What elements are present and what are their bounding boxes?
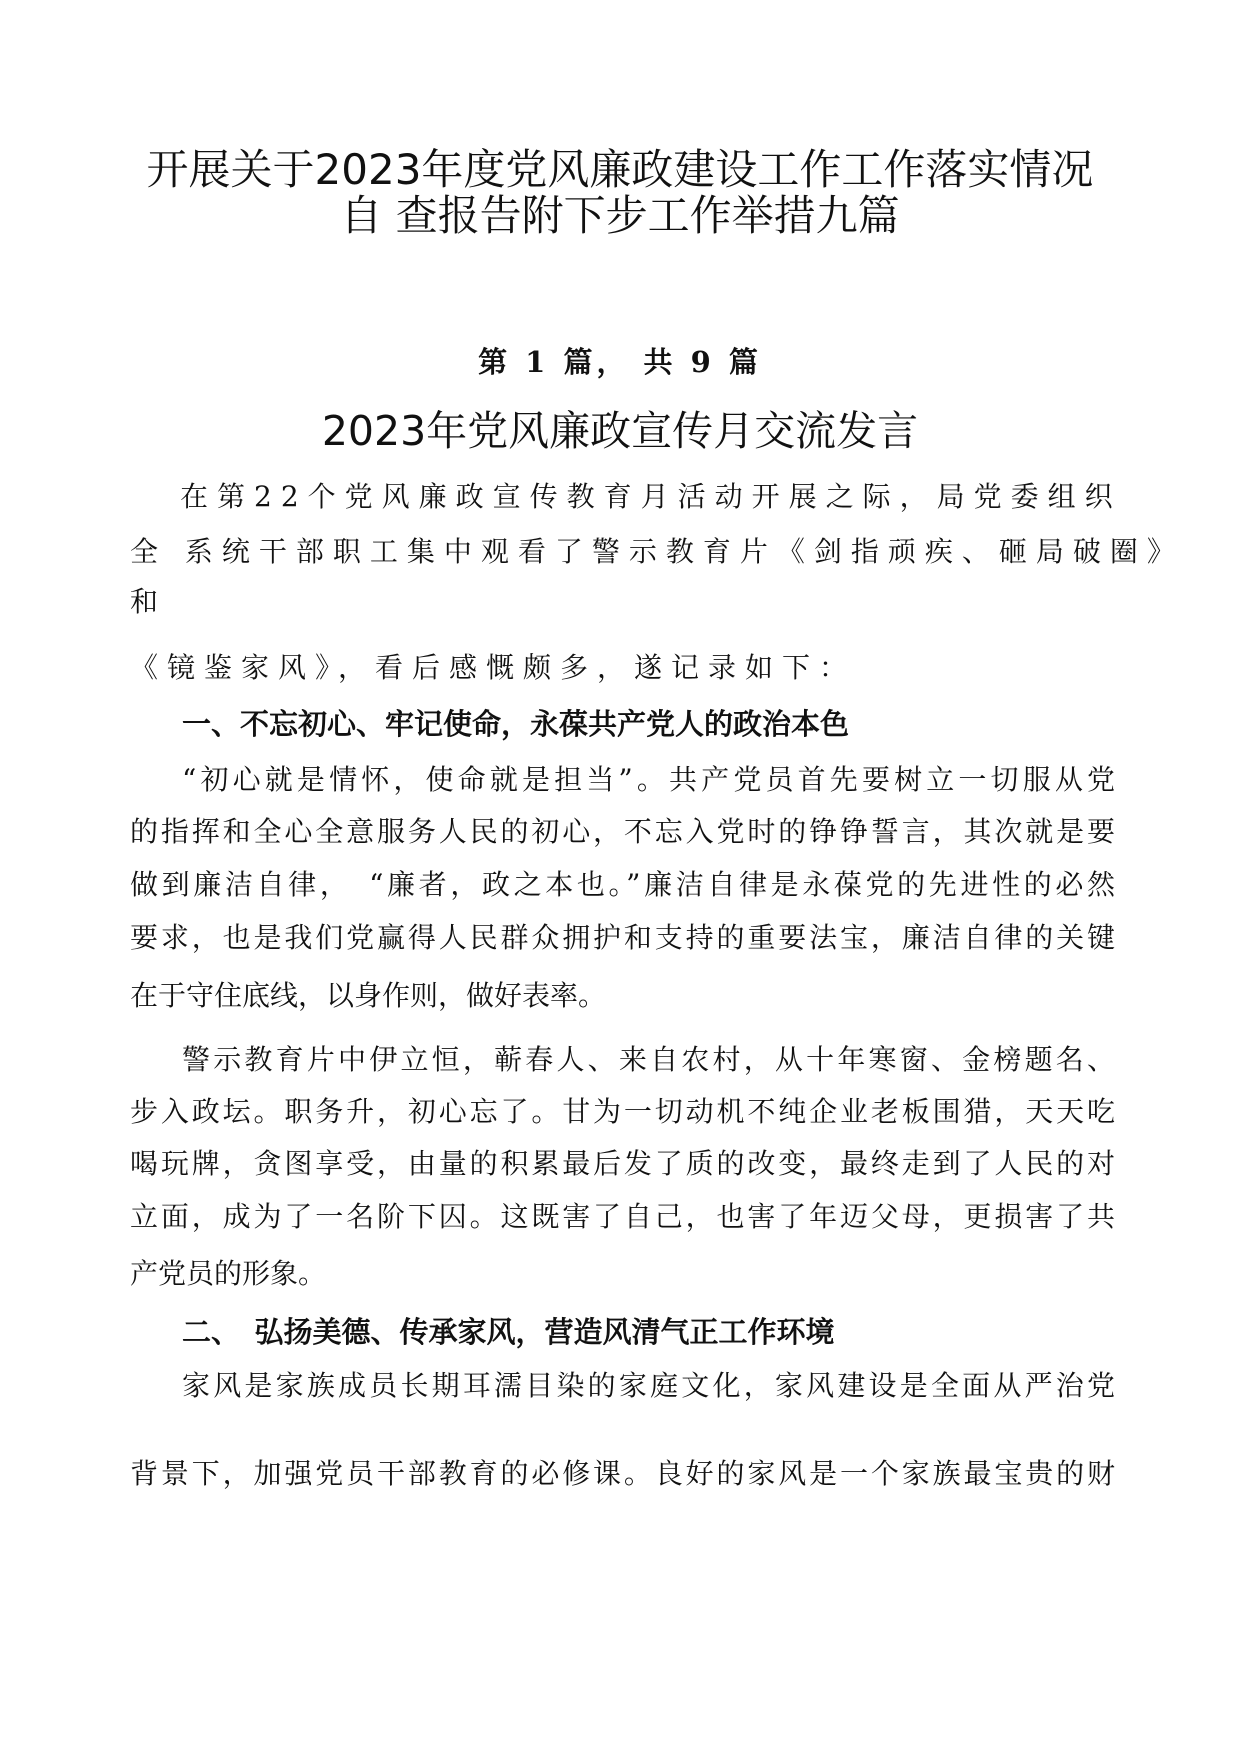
section-1-heading: 一、不忘初心、牢记使命，永葆共产党人的政治本色: [182, 707, 850, 741]
section-2-para-1-line-1: 家风是家族成员长期耳濡目染的家庭文化，家风建设是全面从严治党: [182, 1369, 1115, 1402]
section-1-para-1-line-2: 的指挥和全心全意服务人民的初心，不忘入党时的铮铮誓言，其次就是要: [130, 815, 1115, 848]
intro-line-3: 和: [130, 585, 168, 618]
subtitle: 2023年党风廉政宣传月交流发言: [321, 407, 919, 455]
part-label: 第 1 篇， 共 9 篇: [478, 345, 762, 379]
section-1-para-2-line-2: 步入政坛。职务升，初心忘了。甘为一切动机不纯企业老板围猎，天天吃: [130, 1095, 1115, 1128]
document-title-line-2: 自 查报告附下步工作举措九篇: [340, 191, 900, 240]
intro-line-4: 《镜鉴家风》，看后感慨颇多，遂记录如下：: [130, 651, 857, 684]
section-2-heading: 二、 弘扬美德、传承家风，营造风清气正工作环境: [182, 1315, 835, 1349]
section-1-para-1-line-3: 做到廉洁自律， “廉者，政之本也。”廉洁自律是永葆党的先进性的必然: [130, 868, 1115, 901]
intro-line-1: 在第22个党风廉政宣传教育月活动开展之际，局党委组织: [180, 480, 1122, 513]
section-1-para-2-line-5: 产党员的形象。: [130, 1257, 327, 1290]
section-1-para-1-line-5: 在于守住底线，以身作则，做好表率。: [130, 979, 607, 1012]
section-1-para-2-line-3: 喝玩牌，贪图享受，由量的积累最后发了质的改变，最终走到了人民的对: [130, 1147, 1115, 1180]
section-2-para-1-line-2: 背景下，加强党员干部教育的必修课。良好的家风是一个家族最宝贵的财: [130, 1457, 1115, 1490]
intro-line-2: 全 系统干部职工集中观看了警示教育片《剑指顽疾、砸局破圈》: [130, 535, 1184, 568]
section-1-para-2-line-1: 警示教育片中伊立恒，蕲春人、来自农村，从十年寒窗、金榜题名、: [182, 1043, 1115, 1076]
section-1-para-2-line-4: 立面，成为了一名阶下囚。这既害了自己，也害了年迈父母，更损害了共: [130, 1200, 1115, 1233]
section-1-para-1-line-1: “初心就是情怀，使命就是担当”。共产党员首先要树立一切服从党: [182, 763, 1115, 796]
document-title-line-1: 开展关于2023年度党风廉政建设工作工作落实情况: [146, 145, 1094, 194]
section-1-para-1-line-4: 要求，也是我们党赢得人民群众拥护和支持的重要法宝，廉洁自律的关键: [130, 921, 1115, 954]
